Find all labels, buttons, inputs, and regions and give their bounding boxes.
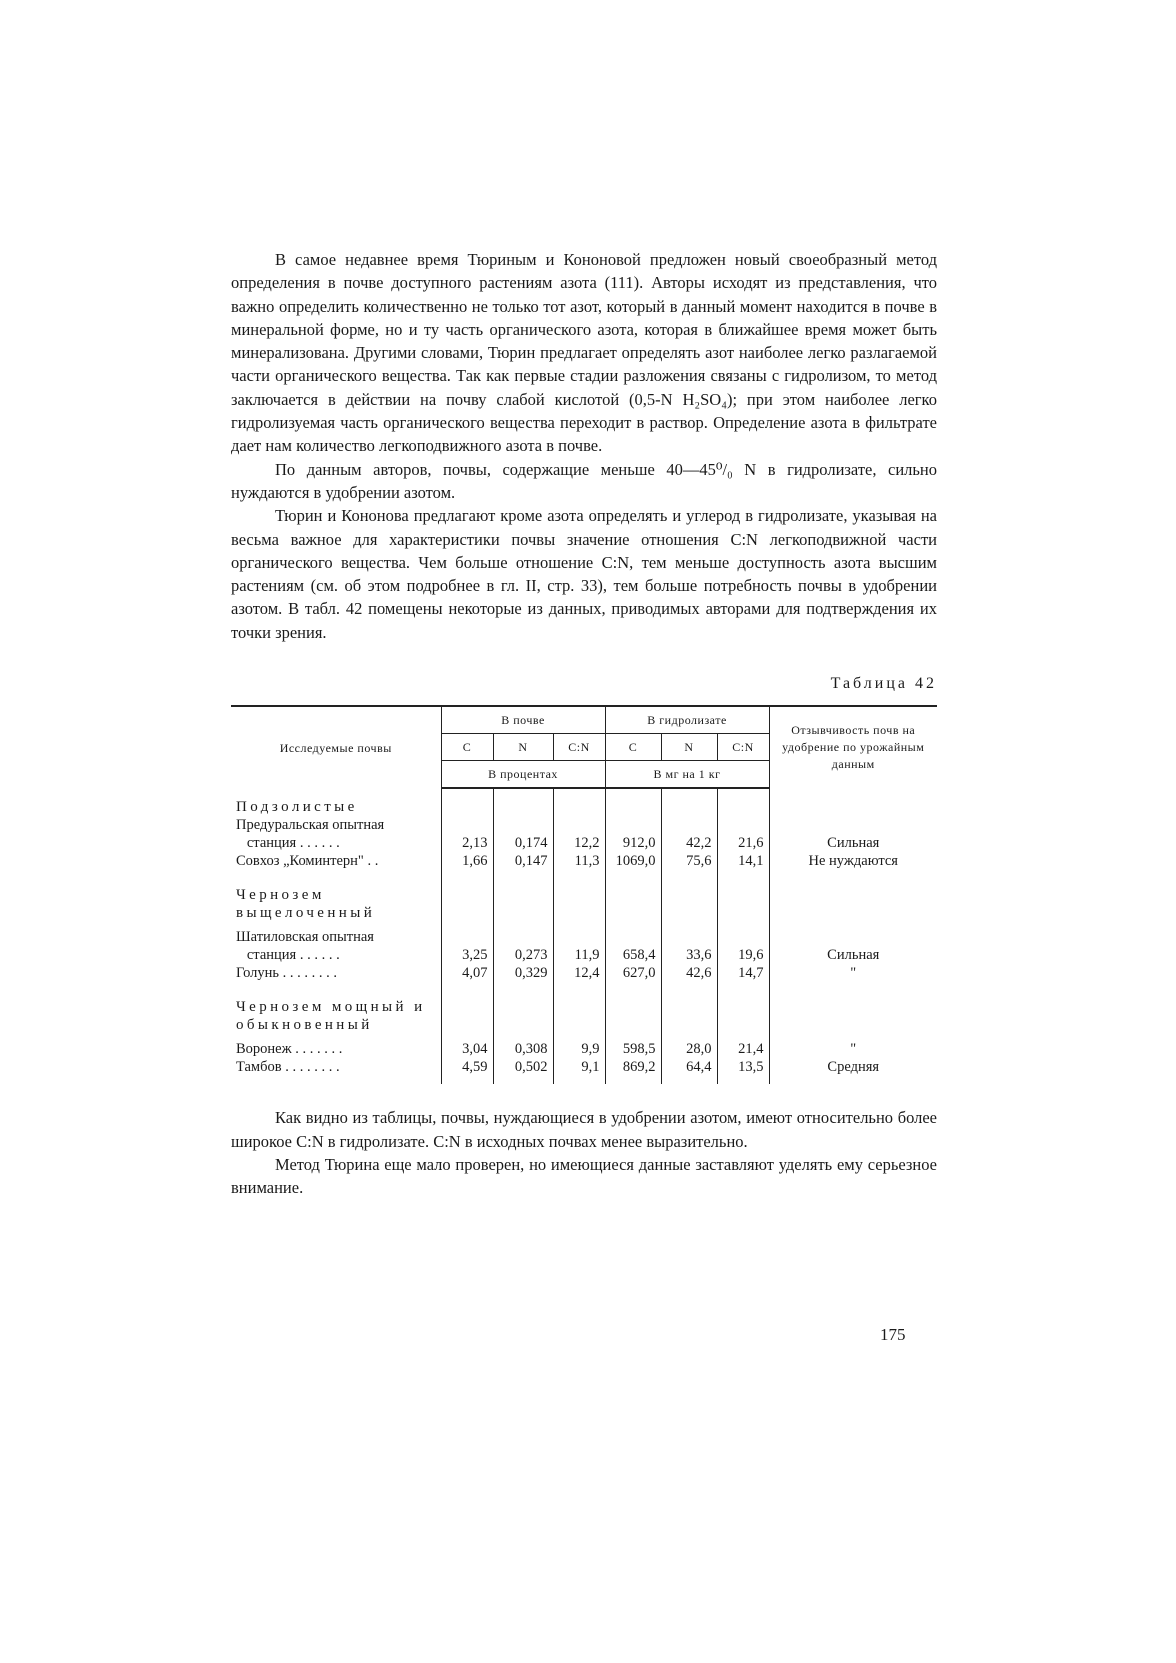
cell-n-hydro: 42,2	[661, 834, 717, 852]
header-n-hydro: N	[661, 734, 717, 761]
cell-c-hydro: 627,0	[605, 964, 661, 982]
group-name: Подзолистые	[236, 799, 358, 816]
paragraph-3: Тюрин и Кононова предлагают кроме азота определять и углерод в гидролизате, указывая на весьма важное для характеристики почвы значение отношения C:N легкоподвижной части органического вещества. Чем больше отношение C:N, тем меньше доступность азота высшим растениям (см. об этом подробнее в гл. II, стр. 33), тем больше потребность почвы в удобрении азотом. В табл. 42 помещены некоторые из данных, приводимых авторами для подтверждения их точки зрения.	[231, 506, 937, 642]
cell-n-hydro: 28,0	[661, 1040, 717, 1058]
cell-cn-hydro: 14,1	[717, 852, 769, 870]
page-number: 175	[880, 1325, 906, 1344]
cell-rating: Сильная	[769, 946, 937, 964]
row-label: Совхоз „Коминтерн" . .	[236, 853, 379, 870]
row-label: Голунь . . . . . . . .	[236, 965, 338, 982]
row-label: Воронеж . . . . . . .	[236, 1041, 343, 1058]
cell-n-soil: 0,174	[493, 834, 553, 852]
cell-n-soil: 0,502	[493, 1058, 553, 1084]
cell-c-hydro: 598,5	[605, 1040, 661, 1058]
cell-c-soil: 3,25	[441, 946, 493, 964]
cell-c-soil: 4,59	[441, 1058, 493, 1084]
table-row	[231, 928, 937, 946]
row-label: Тамбов . . . . . . . .	[236, 1059, 340, 1076]
table-caption: Таблица 42	[830, 675, 937, 693]
cell-rating: "	[769, 964, 937, 982]
cell-n-soil: 0,308	[493, 1040, 553, 1058]
cell-n-hydro: 33,6	[661, 946, 717, 964]
row-label: станция . . . . . .	[246, 947, 340, 964]
cell-n-hydro: 42,6	[661, 964, 717, 982]
header-c-hydro: C	[605, 734, 661, 761]
cell-n-hydro: 64,4	[661, 1058, 717, 1084]
cell-c-hydro: 1069,0	[605, 852, 661, 870]
cell-cn-soil: 11,3	[553, 852, 605, 870]
paragraph-4: Как видно из таблицы, почвы, нуждающиеся в удобрении азотом, имеют относительно более широкое C:N в гидролизате. C:N в исходных почвах менее выразительно.	[231, 1108, 937, 1151]
cell-rating: Сильная	[769, 834, 937, 852]
cell-cn-soil: 9,9	[553, 1040, 605, 1058]
header-responsiveness: Отзывчивость почв на удобрение по урожайным данным	[769, 706, 937, 788]
cell-cn-hydro: 21,4	[717, 1040, 769, 1058]
row-label: станция . . . . . .	[246, 835, 340, 852]
paragraph-2: По данным авторов, почвы, содержащие меньше 40—45⁰/₀ N в гидролизате, сильно нуждаются в удобрении азотом.	[231, 459, 937, 502]
cell-rating: "	[769, 1040, 937, 1058]
table-row	[231, 816, 937, 834]
cell-cn-hydro: 19,6	[717, 946, 769, 964]
table-row	[231, 852, 937, 870]
group-name: Чернозем мощный и обыкновенный	[236, 999, 426, 1034]
paragraph-5: Метод Тюрина еще мало проверен, но имеющиеся данные заставляют уделять ему серьезное внимание.	[231, 1154, 937, 1198]
cell-cn-hydro: 14,7	[717, 964, 769, 982]
table-row	[231, 834, 937, 852]
cell-cn-soil: 11,9	[553, 946, 605, 964]
cell-c-soil: 2,13	[441, 834, 493, 852]
cell-cn-soil: 12,4	[553, 964, 605, 982]
cell-c-hydro: 658,4	[605, 946, 661, 964]
header-soil: Исследуемые почвы	[231, 706, 441, 788]
table-row	[231, 964, 937, 982]
cell-cn-hydro: 21,6	[717, 834, 769, 852]
cell-c-soil: 4,07	[441, 964, 493, 982]
header-mg-per-kg: В мг на 1 кг	[605, 761, 769, 789]
header-in-soil: В почве	[441, 706, 605, 734]
header-cn-soil: C:N	[553, 734, 605, 761]
cell-n-soil: 0,329	[493, 964, 553, 982]
page-body	[231, 248, 937, 1200]
cell-c-hydro: 869,2	[605, 1058, 661, 1084]
cell-cn-soil: 9,1	[553, 1058, 605, 1084]
cell-c-soil: 3,04	[441, 1040, 493, 1058]
cell-n-hydro: 75,6	[661, 852, 717, 870]
cell-c-hydro: 912,0	[605, 834, 661, 852]
header-n-soil: N	[493, 734, 553, 761]
cell-rating: Средняя	[769, 1058, 937, 1084]
header-c-soil: C	[441, 734, 493, 761]
cell-cn-soil: 12,2	[553, 834, 605, 852]
table-row	[231, 1058, 937, 1084]
table-row	[231, 946, 937, 964]
cell-n-soil: 0,273	[493, 946, 553, 964]
row-label: Предуральская опытная	[236, 817, 385, 834]
group-name: Чернозем выщелоченный	[236, 887, 376, 922]
header-percent: В процентах	[441, 761, 605, 789]
cell-n-soil: 0,147	[493, 852, 553, 870]
header-cn-hydro: C:N	[717, 734, 769, 761]
header-in-hydrolyzate: В гидролизате	[605, 706, 769, 734]
table-row	[231, 1040, 937, 1058]
row-label: Шатиловская опытная	[236, 929, 374, 946]
cell-rating: Не нуждаются	[769, 852, 937, 870]
paragraph-1: В самое недавнее время Тюриным и Кононовой предложен новый своеобразный метод определения в почве доступного растениям азота (111). Авторы исходят из представления, что важно определить количественно не только тот азот, который в данный момент находится в почве в минеральной форме, но и ту часть органического азота, которая в ближайшее время может быть минерализована. Другими словами, Тюрин предлагает определять азот наиболее легко разлагаемой части органического вещества. Так как первые стадии разложения связаны с гидролизом, то метод заключается в действии на почву слабой кислотой (0,5-N H₂SO₄); при этом наиболее легко гидролизуемая часть органического вещества переходит в раствор. Определение азота в фильтрате дает нам количество легкоподвижного азота в почве.	[231, 250, 937, 456]
cell-c-soil: 1,66	[441, 852, 493, 870]
soil-nitrogen-table	[231, 705, 937, 1084]
cell-cn-hydro: 13,5	[717, 1058, 769, 1084]
